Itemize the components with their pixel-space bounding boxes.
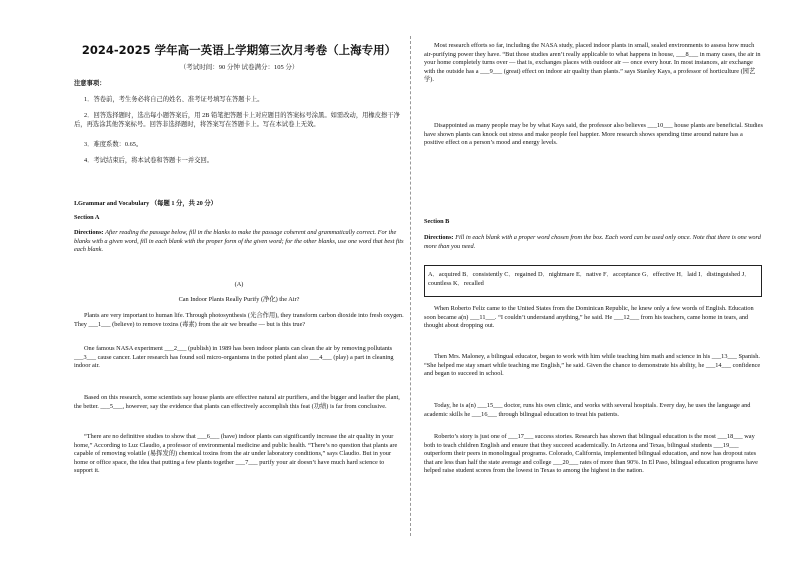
section-heading: I.Grammar and Vocabulary （每题 1 分，共 20 分） (74, 200, 217, 207)
note-2: 2．回答选择题时，选出每小题答案后，用 2B 铅笔把答题卡上对应题目的答案标号涂黑。如需改动，用橡皮擦干净后，再选涂其他答案标号。回答非选择题时，将答案写在答题卡上。写在本试卷上无效。 (74, 112, 400, 128)
directions-a-label: Directions: (74, 229, 104, 236)
left-paragraph-2: One famous NASA experiment ___2___ (publish) in 1989 has been indoor plants can clean the air by removing pollutants ___3___ cause cancer. Later research has found soil micro-organisms in the potted plant also ___4___ (play) a part in cleaning indoor air. (74, 345, 394, 369)
word-bank: A．acquired B．consistently C．regained D．nightmare E．native F．acceptance G．effective H．laid I．distinguished J．countless K．recalled (428, 271, 751, 288)
left-paragraph-4: “There are no definitive studies to show that ___6___ (have) indoor plants can significantly increase the air quality in your home,” According to Luz Claudio, a professor of environmental medicine and public health. “There’s no question that plants are capable of removing volatile (易挥发的) chemical toxins from the air under laboratory conditions,” says Claudio. But in your home or office space, the idea that putting a few plants together ___7___ purify your air doesn’t have much hard science to support it. (74, 433, 398, 474)
directions-a-text: After reading the passage below, fill in the blanks to make the passage coherent and grammatically correct. For the blanks with a given word, fill in each blank with the proper form of the given word; for the other blanks, use one word that best fits each blank. (74, 229, 404, 253)
note-1: 1．答卷前，考生务必将自己的姓名、准考证号填写在答题卡上。 (84, 96, 264, 103)
section-a-label: Section A (74, 214, 100, 221)
left-paragraph-1: Plants are very important to human life. Through photosynthesis (光合作用), they transform carbon dioxide into fresh oxygen. They ___1___ (believe) to remove toxins (毒素) from the air we breathe — but is this true? (74, 312, 404, 328)
directions-a (74, 229, 404, 255)
right-paragraph-2: Disappointed as many people may be by what Kays said, the professor also believes ___10___ house plants are beneficial. Studies have shown plants can knock out stress and make people feel happier. More research shows spending time around nature has a positive effect on a person’s mood and energy levels. (424, 122, 763, 146)
right-paragraph-6: Roberto’s story is just one of ___17___ success stories. Research has shown that bilingual education is the most ___18___ way both to teach children English and ensure that they succeed academically. In Arizona and Texas, bilingual students ___19___ outperform their peers in monolingual programs. Colorado, California, implemented bilingual education, and now has dropout rates that are less than half the state average and college ___20___ rates of more than 90%. In El Paso, bilingual education programs have helped raise student scores from the lowest in Texas to among the highest in the nation. (424, 433, 758, 474)
page-title: 2024-2025 学年高一英语上学期第三次月考卷（上海专用） (81, 43, 397, 57)
section-b-label: Section B (424, 218, 450, 225)
exam-info: （考试时间：90 分钟 试卷满分：105 分） (179, 64, 299, 71)
right-paragraph-1: Most research efforts so far, including the NASA study, placed indoor plants in small, sealed environments to assess how much air-purifying power they have. “But those studies aren’t really applicable to what happens in house, ___8___ in many cases, the air in your home completely turns over — that is, exchanges places with outdoor air — once every hour. In most instances, air exchange with the outside has a ___9___ (great) effect on indoor air quality than plants.” says Stanley Kays, a professor of horticulture (园艺学). (424, 42, 761, 83)
part-label: (A) (234, 281, 244, 288)
note-4: 4．考试结束后，将本试卷和答题卡一并交回。 (84, 157, 214, 164)
notes-heading: 注意事项： (74, 80, 106, 87)
note-3: 3．难度系数：0.65。 (84, 141, 143, 148)
passage-title: Can Indoor Plants Really Purify (净化) the Air? (178, 296, 300, 303)
directions-b-label: Directions: (424, 234, 454, 241)
column-divider (410, 36, 411, 536)
left-paragraph-3: Based on this research, some scientists say house plants are effective natural air purifiers, and the bigger and leafier the plant, the better. ___5___, however, say the evidence that plants can effectively accomplish this feat (功绩) is far from conclusive. (74, 394, 400, 410)
right-paragraph-5: Today, he is a(n) ___15___ doctor, runs his own clinic, and works with several hospitals. Every day, he uses the language and academic skills he ___16___ through bilingual education to treat his patients. (424, 402, 751, 418)
right-paragraph-4: Then Mrs. Maloney, a bilingual educator, began to work with him while teaching him math and science in his ___13___ Spanish. “She helped me stay smart while teaching me English,” he said. Given the chance to demonstrate his ability, he ___14___ confidence and began to succeed in school. (424, 353, 761, 377)
right-paragraph-3: When Roberto Feliz came to the United States from the Dominican Republic, he knew only a few words of English. Education soon became a(n) ___11___. “I couldn’t understand anything,” he said. He ___12___ from his teachers, came home in tears, and thought about dropping out. (424, 305, 754, 329)
directions-b (424, 234, 764, 251)
directions-b-text: Fill in each blank with a proper word chosen from the box. Each word can be used only once. Note that there is one word more than you need. (424, 234, 761, 250)
word-bank-box (424, 265, 762, 297)
